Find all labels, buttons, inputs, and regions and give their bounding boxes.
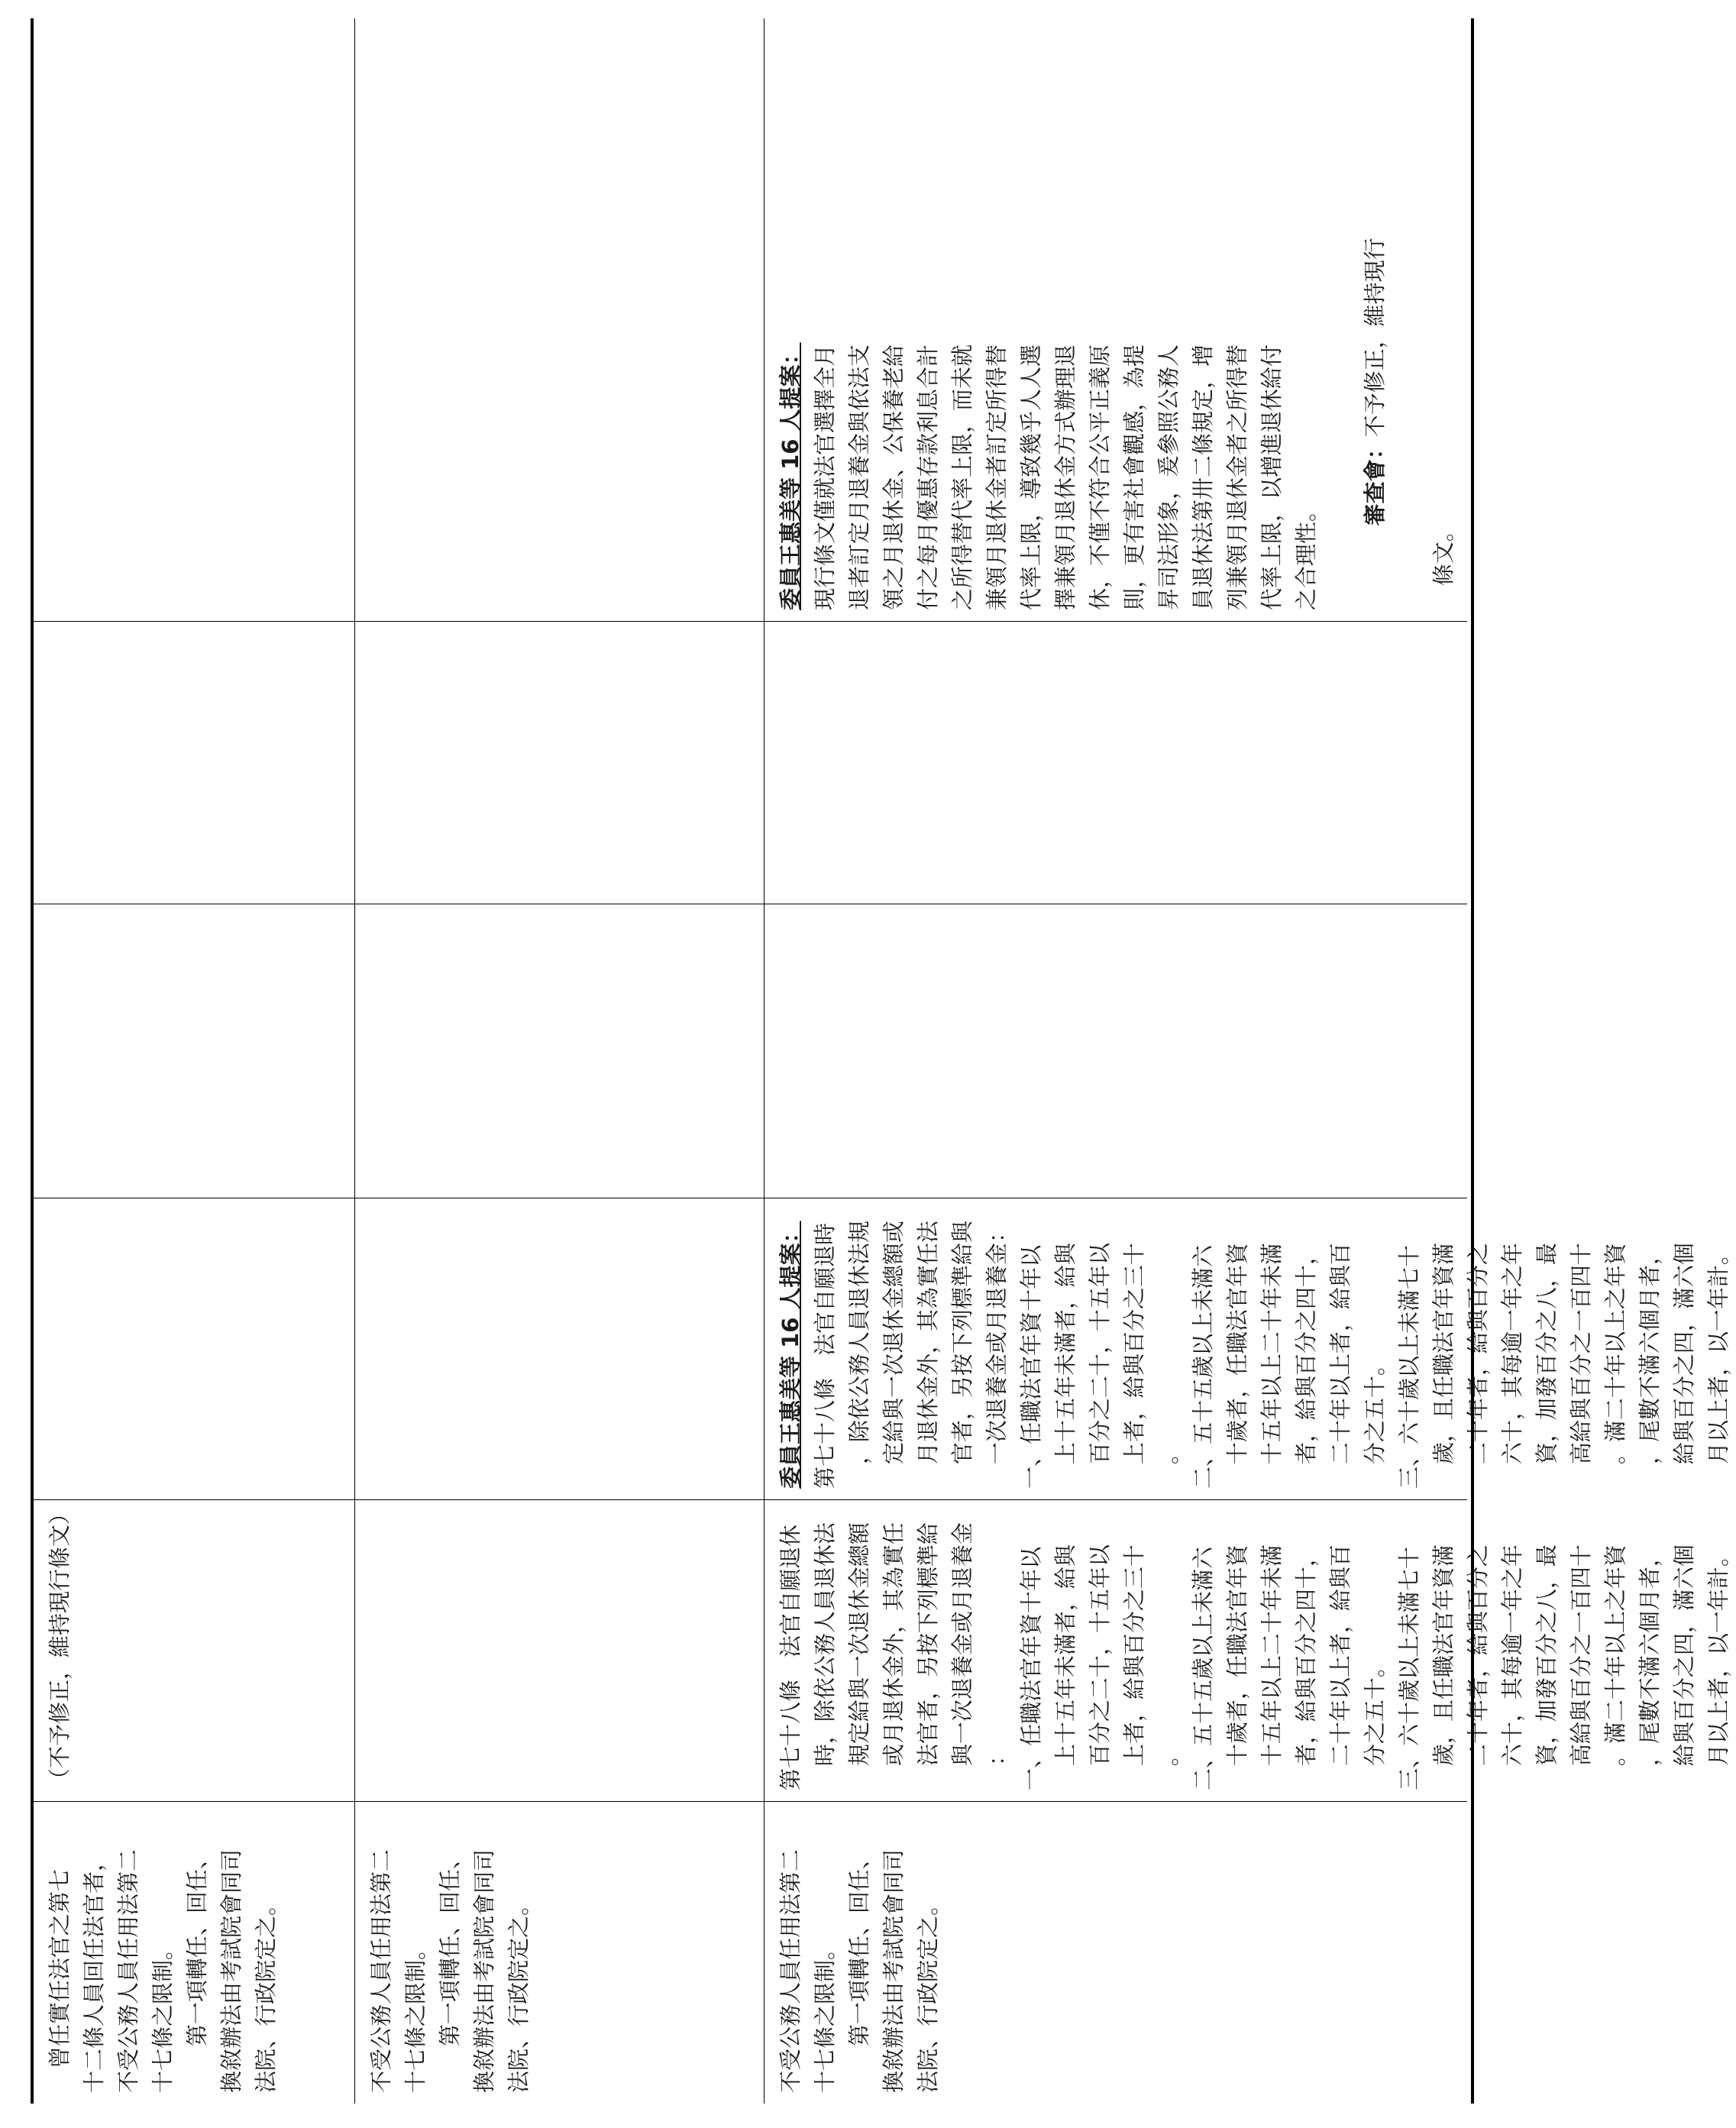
text-line: 條文。 — [1431, 519, 1456, 587]
text-line: 列兼領月退休金者之所得替 — [1224, 344, 1250, 610]
text-line: 上十五年未滿者，給與 — [1052, 1544, 1078, 1767]
row3-current-text-cell — [765, 1802, 1467, 2104]
text-line: ，除依公務人員退休法規 — [846, 1221, 872, 1465]
text-line: 資，加發百分之八，最 — [1534, 1243, 1560, 1465]
text-line: 法院、行政院定之。 — [506, 1893, 532, 2093]
text-line: 月退休金外，其為實任法 — [915, 1221, 941, 1465]
text-line: 十二條人員回任法官者， — [81, 1848, 107, 2093]
comparison-table — [31, 18, 1731, 2104]
text-line: 六十，其每逾一年之年 — [1499, 1544, 1525, 1767]
row1-empty-cell — [34, 622, 354, 904]
text-line: 一、任職法官年資十年以 — [1018, 1244, 1044, 1489]
text-line: 第一項轉任、回任、 — [184, 1847, 210, 2047]
text-line: 六十，其每逾一年之年 — [1499, 1243, 1525, 1465]
text-line: 二十年以上者，給與百 — [1327, 1544, 1353, 1767]
text-line: 定給與一次退休金總額或 — [881, 1221, 907, 1465]
proposal-heading: 委員王惠美等 16 人提案： — [777, 1221, 803, 1489]
text-line: 歲，且任職法官年資滿 — [1431, 1544, 1456, 1767]
text-line: 高給與百分之一百四十 — [1568, 1243, 1594, 1465]
text-line: 十五年以上二十年未滿 — [1259, 1544, 1285, 1767]
text-line: 與一次退養金或月退養金 — [949, 1522, 975, 1767]
text-line: 百分之二十，十五年以 — [1087, 1243, 1113, 1465]
text-line: 高給與百分之一百四十 — [1568, 1544, 1594, 1767]
text-line: ，尾數不滿六個月者， — [1637, 1243, 1663, 1465]
text-line: 擇兼領月退休金方式辦理退 — [1052, 344, 1078, 610]
text-line: 不受公務人員任用法第二 — [115, 1848, 141, 2093]
text-line: 法官者，另按下列標準給 — [915, 1522, 941, 1767]
table-row-1 — [34, 18, 355, 2104]
text-line: 法院、行政院定之。 — [253, 1893, 279, 2093]
text-line: 官者，另按下列標準給與 — [949, 1221, 975, 1465]
text-line: 二、五十五歲以上未滿六 — [1190, 1244, 1216, 1489]
text-line: 兼領月退休金者訂定所得替 — [984, 344, 1010, 610]
text-line: 者，給與百分之四十， — [1293, 1544, 1319, 1767]
row2-empty-cell — [355, 1500, 764, 1802]
text-line: 二十年者，給與百分之 — [1465, 1243, 1491, 1465]
row3-article-78-current-cell — [765, 1500, 1731, 1802]
row3-empty-cell — [765, 622, 1467, 904]
text-line: 。滿二十年以上之年資 — [1602, 1243, 1628, 1465]
row1-empty-cell — [34, 1198, 354, 1500]
text-line: 第七十八條 法官自願退休 — [777, 1524, 803, 1790]
text-line: 則，更有害社會觀感，為提 — [1121, 344, 1147, 610]
text-line: 二十年以上者，給與百 — [1327, 1243, 1353, 1465]
text-line: 上者，給與百分之三十 — [1121, 1544, 1147, 1767]
table-bottom-rule — [1471, 18, 1474, 2104]
text-line: 之合理性。 — [1293, 499, 1319, 610]
text-line: 十七條之限制。 — [150, 1937, 176, 2093]
text-line: 換敘辦法由考試院會同司 — [471, 1848, 497, 2093]
row1-review-text-cell — [34, 1500, 354, 1802]
row2-current-text-cell — [355, 1802, 764, 2104]
row2-empty-cell — [355, 622, 764, 904]
text-line: 第一項轉任、回任、 — [437, 1847, 463, 2047]
text-line: 不受公務人員任用法第二 — [777, 1848, 803, 2093]
text-line: 代率上限，以增進退休給付 — [1259, 344, 1285, 610]
text-line: 十歲者，任職法官年資 — [1224, 1544, 1250, 1767]
text-line: 分之五十。 — [1362, 1353, 1388, 1465]
text-line: 資，加發百分之八，最 — [1534, 1544, 1560, 1767]
text-line: 十五年以上二十年未滿 — [1259, 1243, 1285, 1465]
text-line: 三、六十歲以上未滿七十 — [1396, 1546, 1422, 1790]
text-line: 領之月退休金、公保養老給 — [881, 344, 907, 610]
text-line: 時，除依公務人員退休法 — [812, 1522, 838, 1767]
text-line: 休，不僅不符合公平正義原 — [1087, 344, 1113, 610]
text-line: 員退休法第卅二條規定，增 — [1190, 344, 1216, 610]
text-line: 歲，且任職法官年資滿 — [1431, 1243, 1456, 1465]
text-line: 百分之二十，十五年以 — [1087, 1544, 1113, 1767]
explanation-heading: 委員王惠美等 16 人提案： — [777, 342, 803, 610]
text-line: 法院、行政院定之。 — [915, 1893, 941, 2093]
text-line: 給與百分之四，滿六個 — [1671, 1544, 1697, 1767]
row1-current-text-cell — [34, 1802, 354, 2104]
text-line: 二十年者，給與百分之 — [1465, 1544, 1491, 1767]
row3-explanation-cell — [765, 18, 1467, 622]
text-line: 不受公務人員任用法第二 — [368, 1848, 394, 2093]
row2-empty-cell — [355, 18, 764, 622]
text-line: 上者，給與百分之三十 — [1121, 1243, 1147, 1465]
text-line: 換敘辦法由考試院會同司 — [218, 1848, 244, 2093]
text-line: 第一項轉任、回任、 — [846, 1847, 872, 2047]
text-line: 者，給與百分之四十， — [1293, 1243, 1319, 1465]
text-line: 三、六十歲以上未滿七十 — [1396, 1244, 1422, 1489]
text-line: 十七條之限制。 — [812, 1937, 838, 2093]
text-line: ，尾數不滿六個月者， — [1637, 1544, 1663, 1767]
row3-article-78-proposal-cell — [765, 1198, 1731, 1500]
row2-empty-cell — [355, 1198, 764, 1500]
text-line: 月以上者，以一年計。 — [1705, 1544, 1731, 1767]
text-line: 。 — [1156, 1442, 1182, 1465]
text-line: 十歲者，任職法官年資 — [1224, 1243, 1250, 1465]
row1-empty-cell — [34, 904, 354, 1198]
text-line: 一次退養金或月退養金： — [984, 1221, 1010, 1465]
text-line: 昇司法形象，爰參照公務人 — [1156, 344, 1182, 610]
text-line: 上十五年未滿者，給與 — [1052, 1243, 1078, 1465]
text-line: 一、任職法官年資十年以 — [1018, 1546, 1044, 1790]
text-line: 。 — [1156, 1744, 1182, 1767]
review-text: 不予修正，維持現行 — [1362, 238, 1388, 438]
text-line: 給與百分之四，滿六個 — [1671, 1243, 1697, 1465]
text-line: 曾任實任法官之第七 — [47, 1869, 73, 2069]
text-line: 月以上者，以一年計。 — [1705, 1243, 1731, 1465]
row3-empty-cell — [765, 904, 1467, 1198]
text-line: 二、五十五歲以上未滿六 — [1190, 1546, 1216, 1790]
text-line: 換敘辦法由考試院會同司 — [881, 1848, 907, 2093]
text-line: 十七條之限制。 — [402, 1937, 428, 2093]
text-line: 或月退休金外，其為實任 — [881, 1522, 907, 1767]
table-row-3 — [765, 18, 1731, 2104]
text-line: 現行條文僅就法官選擇全月 — [812, 344, 838, 610]
row1-empty-cell — [34, 18, 354, 622]
text-line: ： — [984, 1744, 1010, 1767]
text-line: 規定給與一次退休金總額 — [846, 1522, 872, 1767]
text-line: 第七十八條 法官自願退時 — [812, 1222, 838, 1489]
no-change-note: （不予修正，維持現行條文） — [47, 1502, 73, 1790]
text-line: 分之五十。 — [1362, 1655, 1388, 1767]
text-line: 。滿二十年以上之年資 — [1602, 1544, 1628, 1767]
table-row-2 — [355, 18, 765, 2104]
text-line: 退者訂定月退養金與依法支 — [846, 344, 872, 610]
text-line: 代率上限，導致幾乎人人選 — [1018, 344, 1044, 610]
row2-empty-cell — [355, 904, 764, 1198]
review-label: 審查會： — [1362, 437, 1388, 526]
text-line: 付之每月優惠存款利息合計 — [915, 344, 941, 610]
text-line: 之所得替代率上限，而未就 — [949, 344, 975, 610]
